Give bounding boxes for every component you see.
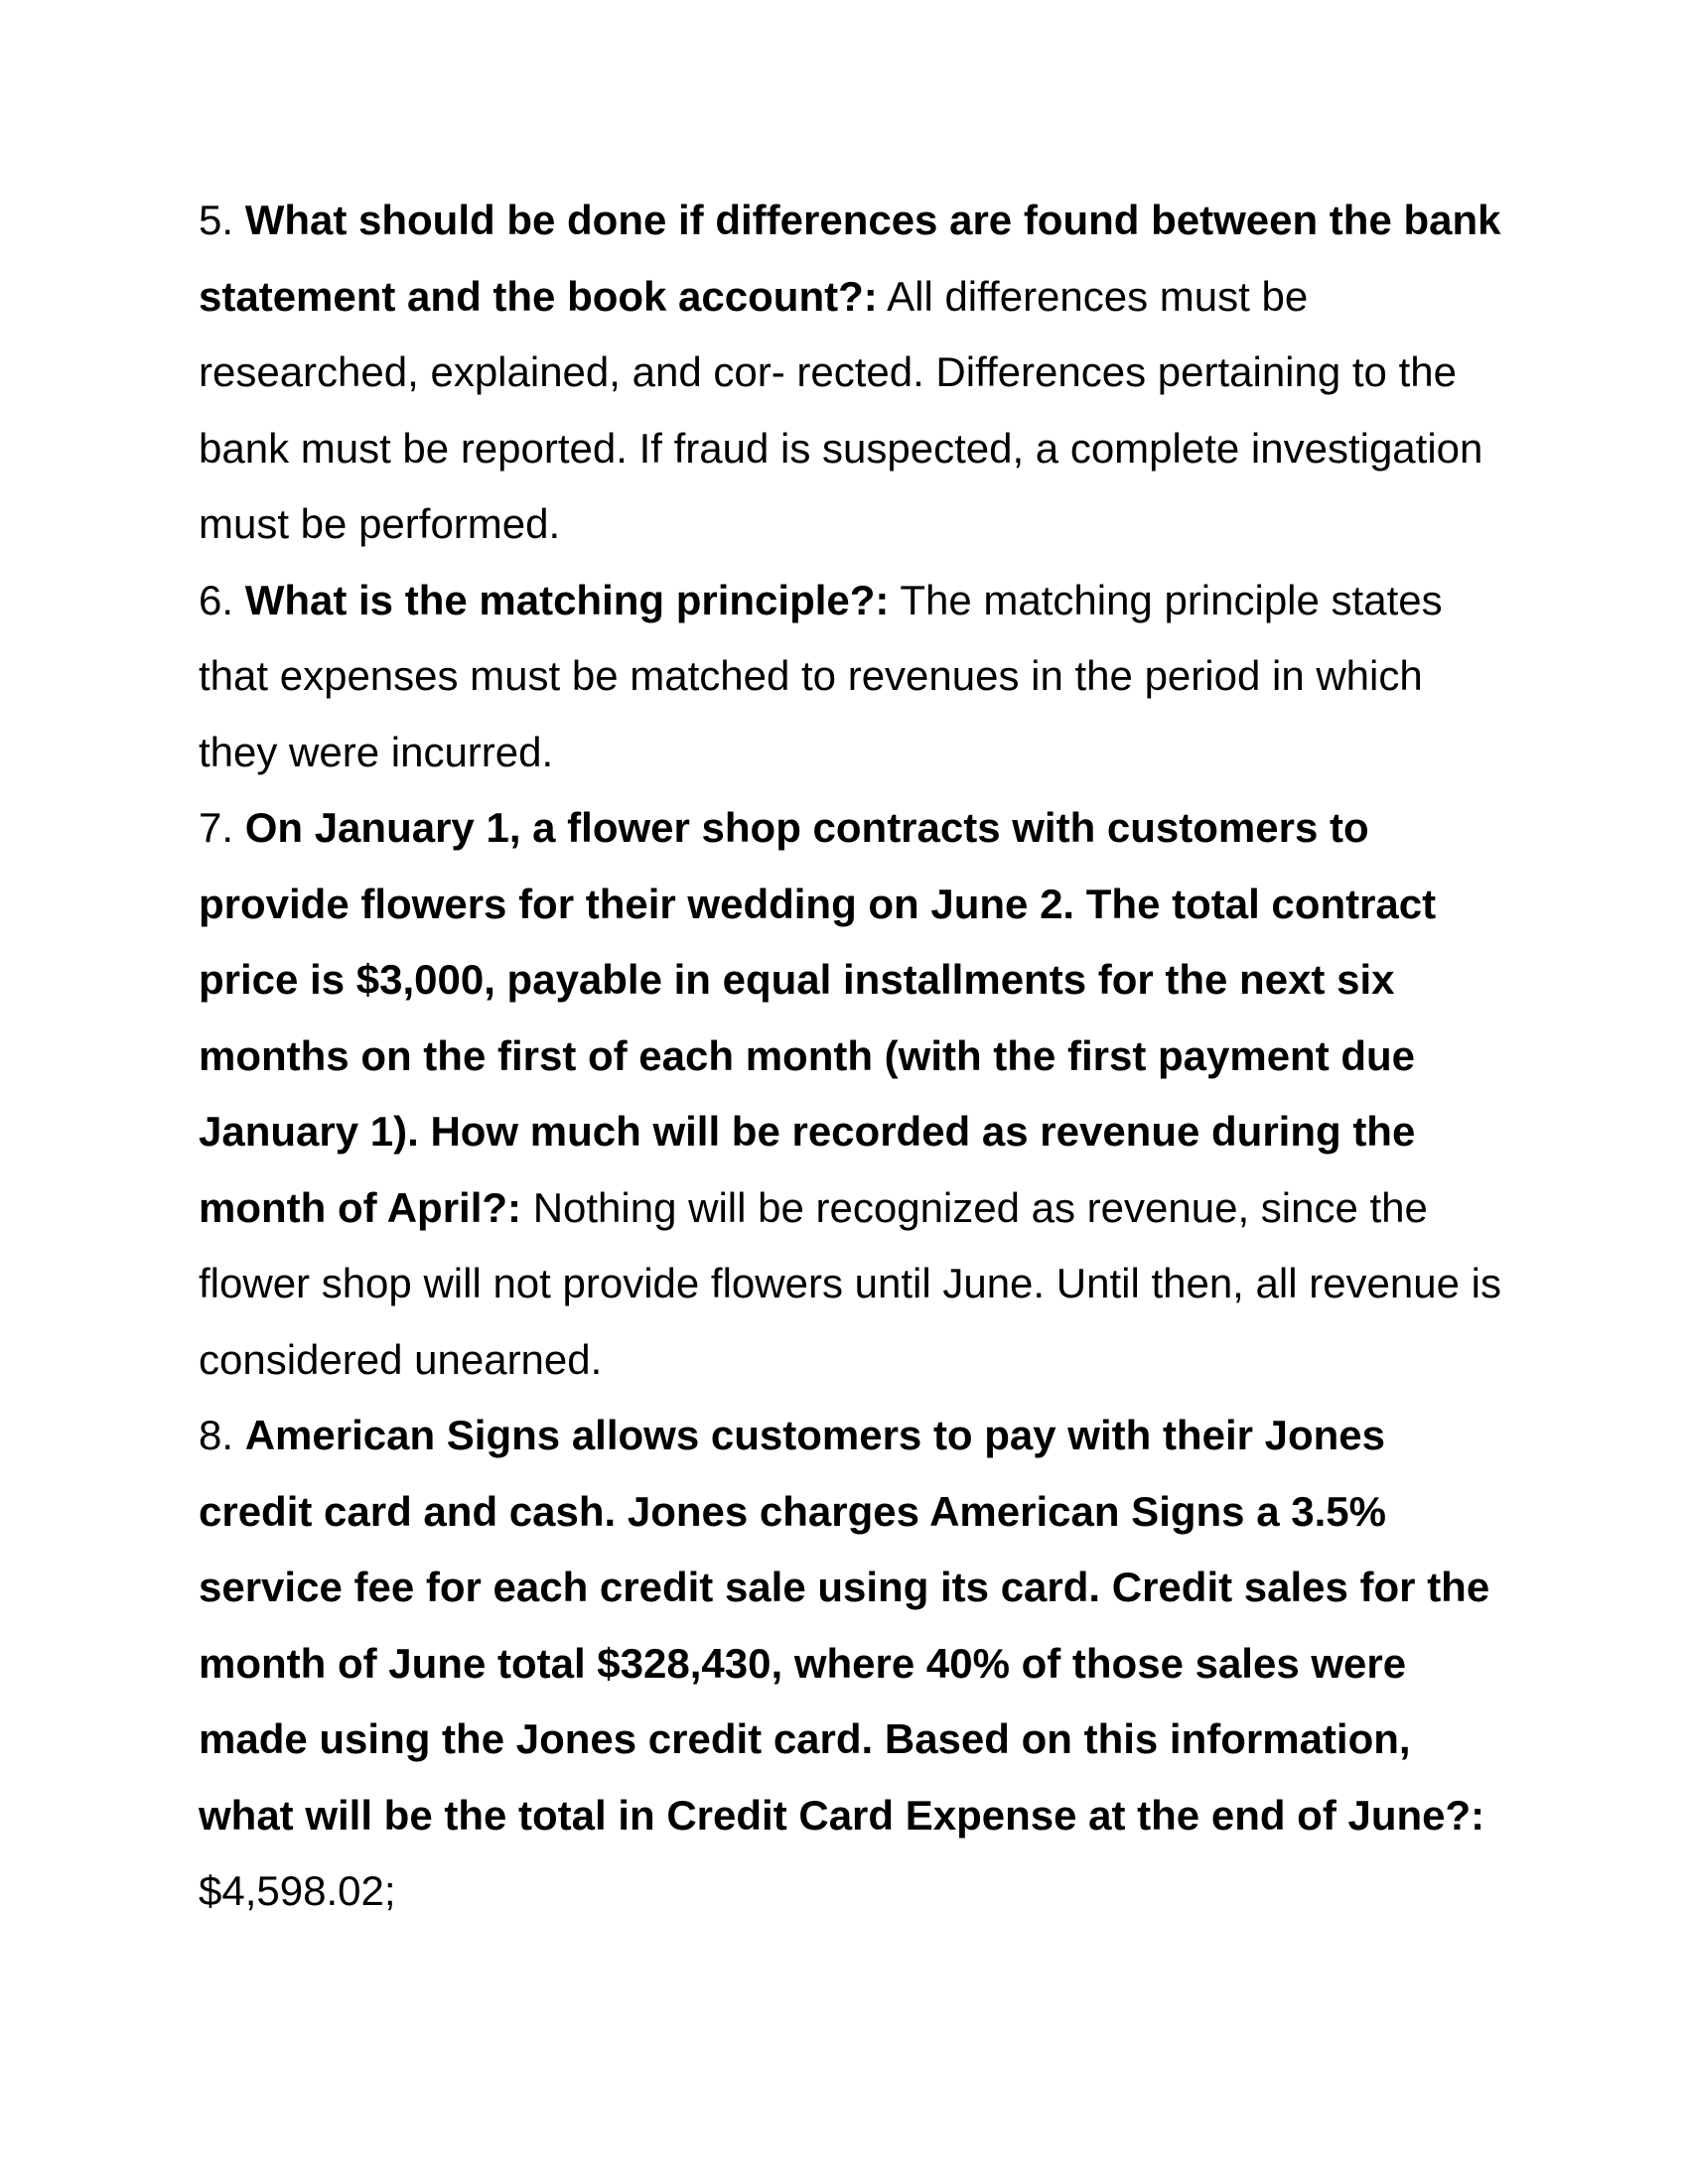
answer-text: Nothing will be recognized as revenue, since the flower shop will not provide flowers until June. Until then, all revenue is considered unearned.: [199, 1183, 1501, 1383]
question-text: What should be done if differences are found between the bank statement and the book account?:: [199, 197, 1501, 320]
answer-text: All differences must be researched, explained, and cor- rected. Differences pertaining to the bank must be reported. If fraud is suspected, a complete investigation must be performed.: [199, 272, 1483, 547]
question-text: American Signs allows customers to pay with their Jones credit card and cash. Jones charges American Signs a 3.5% service fee for each credit sale using its card. Credit sales for the month of June total $328,430, where 40% of those sales were made using the Jones credit card. Based on this information, what will be the total in Credit Card Expense at the end of June?:: [199, 1412, 1490, 1839]
item-number: 8.: [199, 1412, 234, 1458]
qa-item-7: [199, 790, 1509, 1398]
item-number: 6.: [199, 576, 234, 623]
answer-text: The matching principle states that expenses must be matched to revenues in the period in which they were incurred.: [199, 576, 1443, 775]
question-text: What is the matching principle?:: [244, 576, 890, 623]
item-number: 7.: [199, 804, 234, 851]
question-text: On January 1, a flower shop contracts with customers to provide flowers for their wedding on June 2. The total contract price is $3,000, payable in equal installments for the next six months on the first of each month (with the first payment due January 1). How much will be recorded as revenue during the month of April?:: [199, 804, 1437, 1231]
item-number: 5.: [199, 197, 234, 243]
answer-text: $4,598.02;: [199, 1867, 396, 1914]
qa-item-8: [199, 1398, 1509, 1930]
document-page: [199, 183, 1509, 1930]
qa-item-6: [199, 563, 1509, 791]
qa-item-5: [199, 183, 1509, 563]
